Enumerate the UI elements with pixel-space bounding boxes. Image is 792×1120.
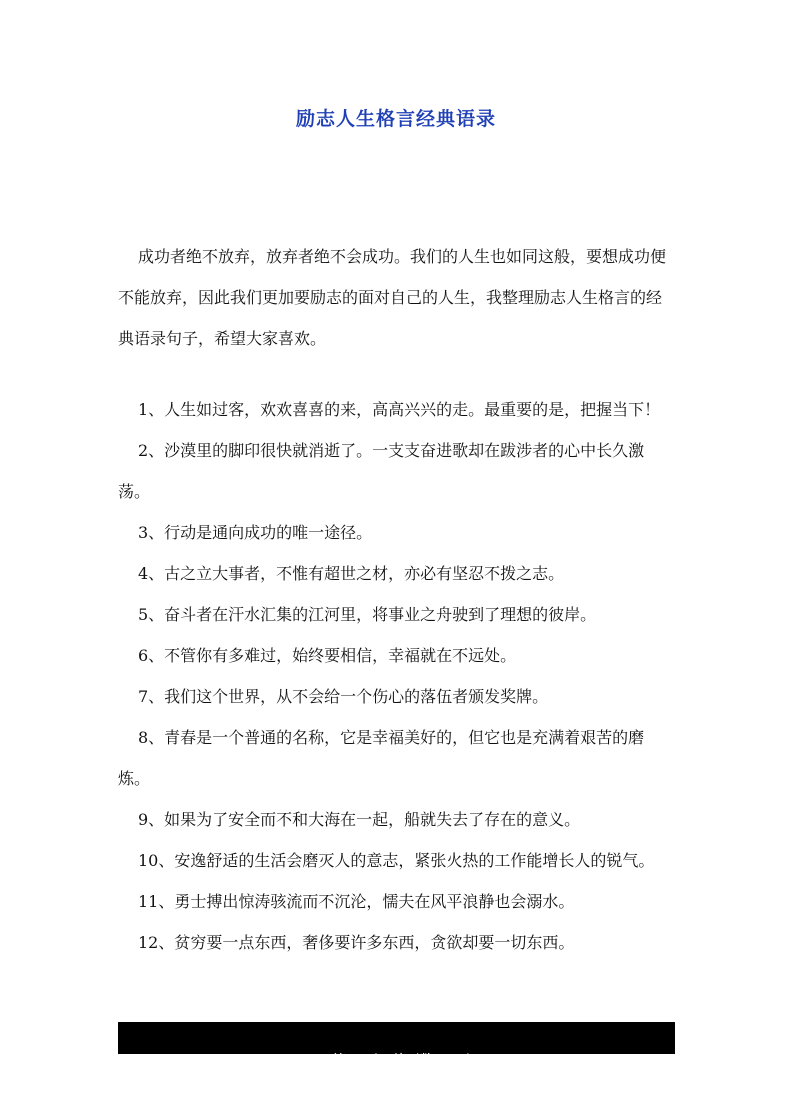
quote-item-10: 10、安逸舒适的生活会磨灭人的意志，紧张火热的工作能增长人的锐气。	[138, 851, 655, 870]
quote-item-5: 5、奋斗者在汗水汇集的江河里，将事业之舟驶到了理想的彼岸。	[138, 605, 597, 624]
quote-item-3: 3、行动是通向成功的唯一途径。	[138, 523, 373, 542]
quote-item-9: 9、如果为了安全而不和大海在一起，船就失去了存在的意义。	[138, 810, 581, 829]
document-body	[118, 236, 675, 963]
quote-item-12: 12、贫穷要一点东西，奢侈要许多东西，贪欲却要一切东西。	[138, 933, 575, 952]
document-title: 励志人生格言经典语录	[295, 108, 496, 130]
quote-item-4: 4、古之立大事者，不惟有超世之材，亦必有坚忍不拨之志。	[138, 564, 565, 583]
quote-item-7: 7、我们这个世界，从不会给一个伤心的落伍者颁发奖牌。	[138, 687, 549, 706]
page-number-indicator: 第 1 页 / 总页数 5 页	[332, 1053, 470, 1069]
page-footer	[118, 1022, 675, 1069]
intro-paragraph: 成功者绝不放弃，放弃者绝不会成功。我们的人生也如同这般，要想成功便不能放弃，因此我们更加要励志的面对自己的人生，我整理励志人生格言的经典语录句子，希望大家喜欢。	[118, 247, 667, 348]
quote-item-2: 2、沙漠里的脚印很快就消逝了。一支支奋进歌却在跋涉者的心中长久激荡。	[118, 441, 645, 501]
quote-item-8: 8、青春是一个普通的名称，它是幸福美好的，但它也是充满着艰苦的磨炼。	[118, 728, 645, 788]
quote-item-1: 1、人生如过客，欢欢喜喜的来，高高兴兴的走。最重要的是，把握当下！	[138, 400, 661, 419]
quote-item-6: 6、不管你有多难过，始终要相信，幸福就在不远处。	[138, 646, 517, 665]
quote-item-11: 11、勇士搏出惊涛骇流而不沉沦，懦夫在风平浪静也会溺水。	[138, 892, 575, 911]
